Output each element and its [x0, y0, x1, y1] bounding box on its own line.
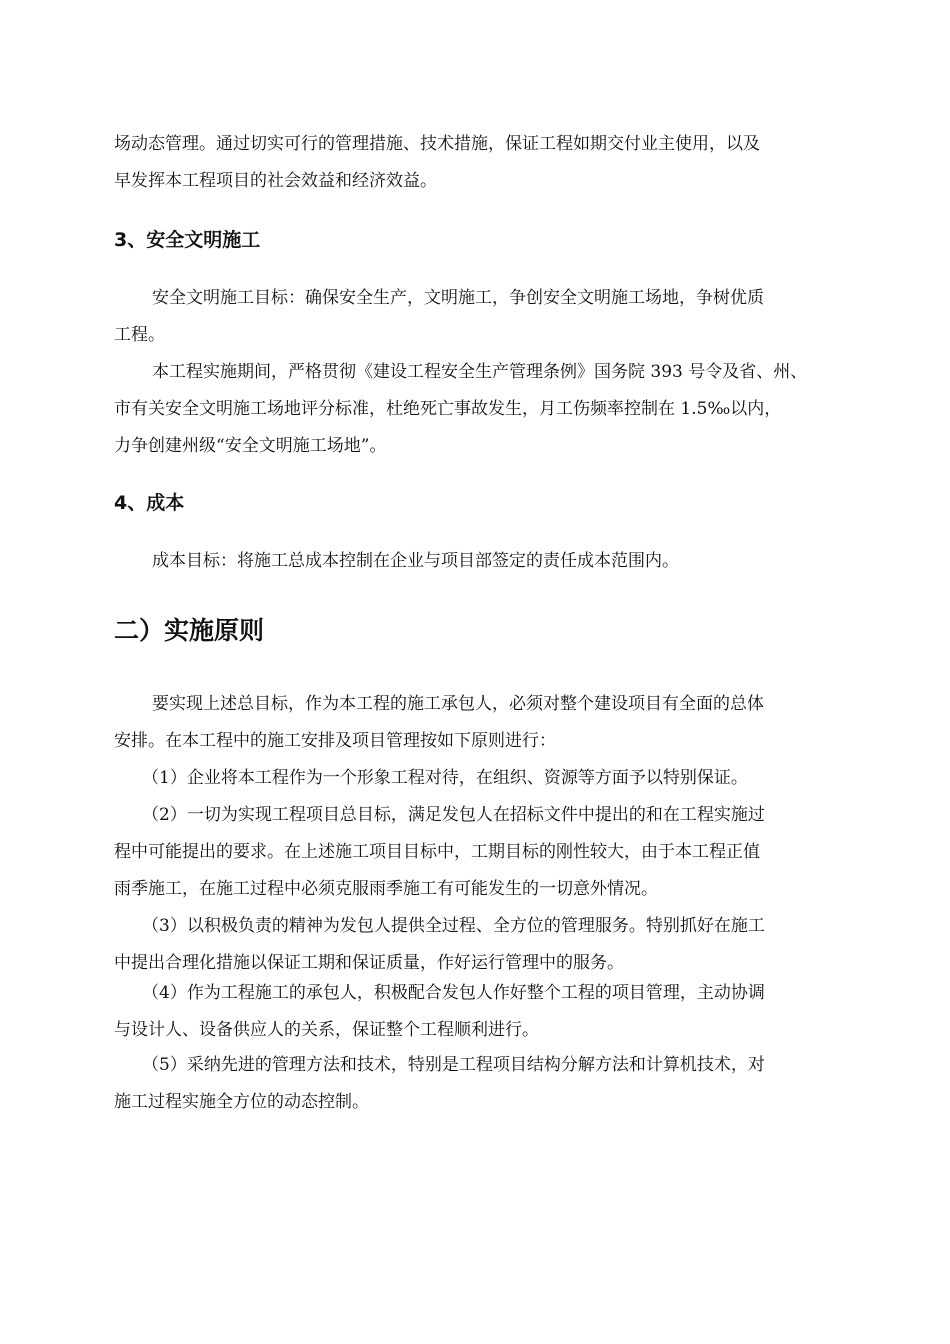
principle-item-5	[114, 1047, 874, 1121]
text-line: 施工过程实施全方位的动态控制。	[114, 1092, 369, 1112]
principle-item-3	[114, 908, 874, 982]
text-line: 场动态管理。通过切实可行的管理措施、技术措施，保证工程如期交付业主使用，以及	[114, 134, 760, 154]
section-heading: 3、安全文明施工	[114, 229, 261, 251]
principle-item-2	[114, 797, 874, 908]
text-line: （5）采纳先进的管理方法和技术，特别是工程项目结构分解方法和计算机技术，对	[142, 1055, 765, 1075]
text-line: 与设计人、设备供应人的关系，保证整个工程顺利进行。	[114, 1020, 539, 1040]
section-heading: 4、成本	[114, 492, 185, 514]
principle-item-1	[114, 760, 874, 797]
text-line: 市有关安全文明施工场地评分标准，杜绝死亡事故发生，月工伤频率控制在 1.5‰以内，	[114, 399, 782, 419]
safety-goal-paragraph	[114, 280, 874, 354]
text-line: 程中可能提出的要求。在上述施工项目目标中，工期目标的刚性较大，由于本工程正值	[114, 842, 760, 862]
text-line: 早发挥本工程项目的社会效益和经济效益。	[114, 171, 437, 191]
text-line: 中提出合理化措施以保证工期和保证质量，作好运行管理中的服务。	[114, 953, 624, 973]
text-line: 成本目标：将施工总成本控制在企业与项目部签定的责任成本范围内。	[152, 551, 679, 571]
text-line: 本工程实施期间，严格贯彻《建设工程安全生产管理条例》国务院 393 号令及省、州、	[152, 362, 808, 382]
text-line: 要实现上述总目标，作为本工程的施工承包人，必须对整个建设项目有全面的总体	[152, 694, 764, 714]
text-line: （2）一切为实现工程项目总目标，满足发包人在招标文件中提出的和在工程实施过	[142, 805, 765, 825]
part-heading: 二）实施原则	[114, 616, 265, 645]
text-line: （4）作为工程施工的承包人，积极配合发包人作好整个工程的项目管理，主动协调	[142, 983, 765, 1003]
cost-paragraph	[114, 543, 874, 580]
intro-paragraph	[114, 126, 874, 200]
principle-item-4	[114, 975, 874, 1049]
text-line: 安全文明施工目标：确保安全生产，文明施工，争创安全文明施工场地，争树优质	[152, 288, 764, 308]
text-line: （3）以积极负责的精神为发包人提供全过程、全方位的管理服务。特别抓好在施工	[142, 916, 765, 936]
text-line: （1）企业将本工程作为一个形象工程对待，在组织、资源等方面予以特别保证。	[142, 768, 748, 788]
text-line: 力争创建州级“安全文明施工场地”。	[114, 436, 387, 456]
safety-detail-paragraph	[114, 354, 874, 465]
text-line: 雨季施工，在施工过程中必须克服雨季施工有可能发生的一切意外情况。	[114, 879, 658, 899]
text-line: 安排。在本工程中的施工安排及项目管理按如下原则进行：	[114, 731, 556, 751]
text-line: 工程。	[114, 325, 165, 345]
principles-intro-paragraph	[114, 686, 874, 760]
